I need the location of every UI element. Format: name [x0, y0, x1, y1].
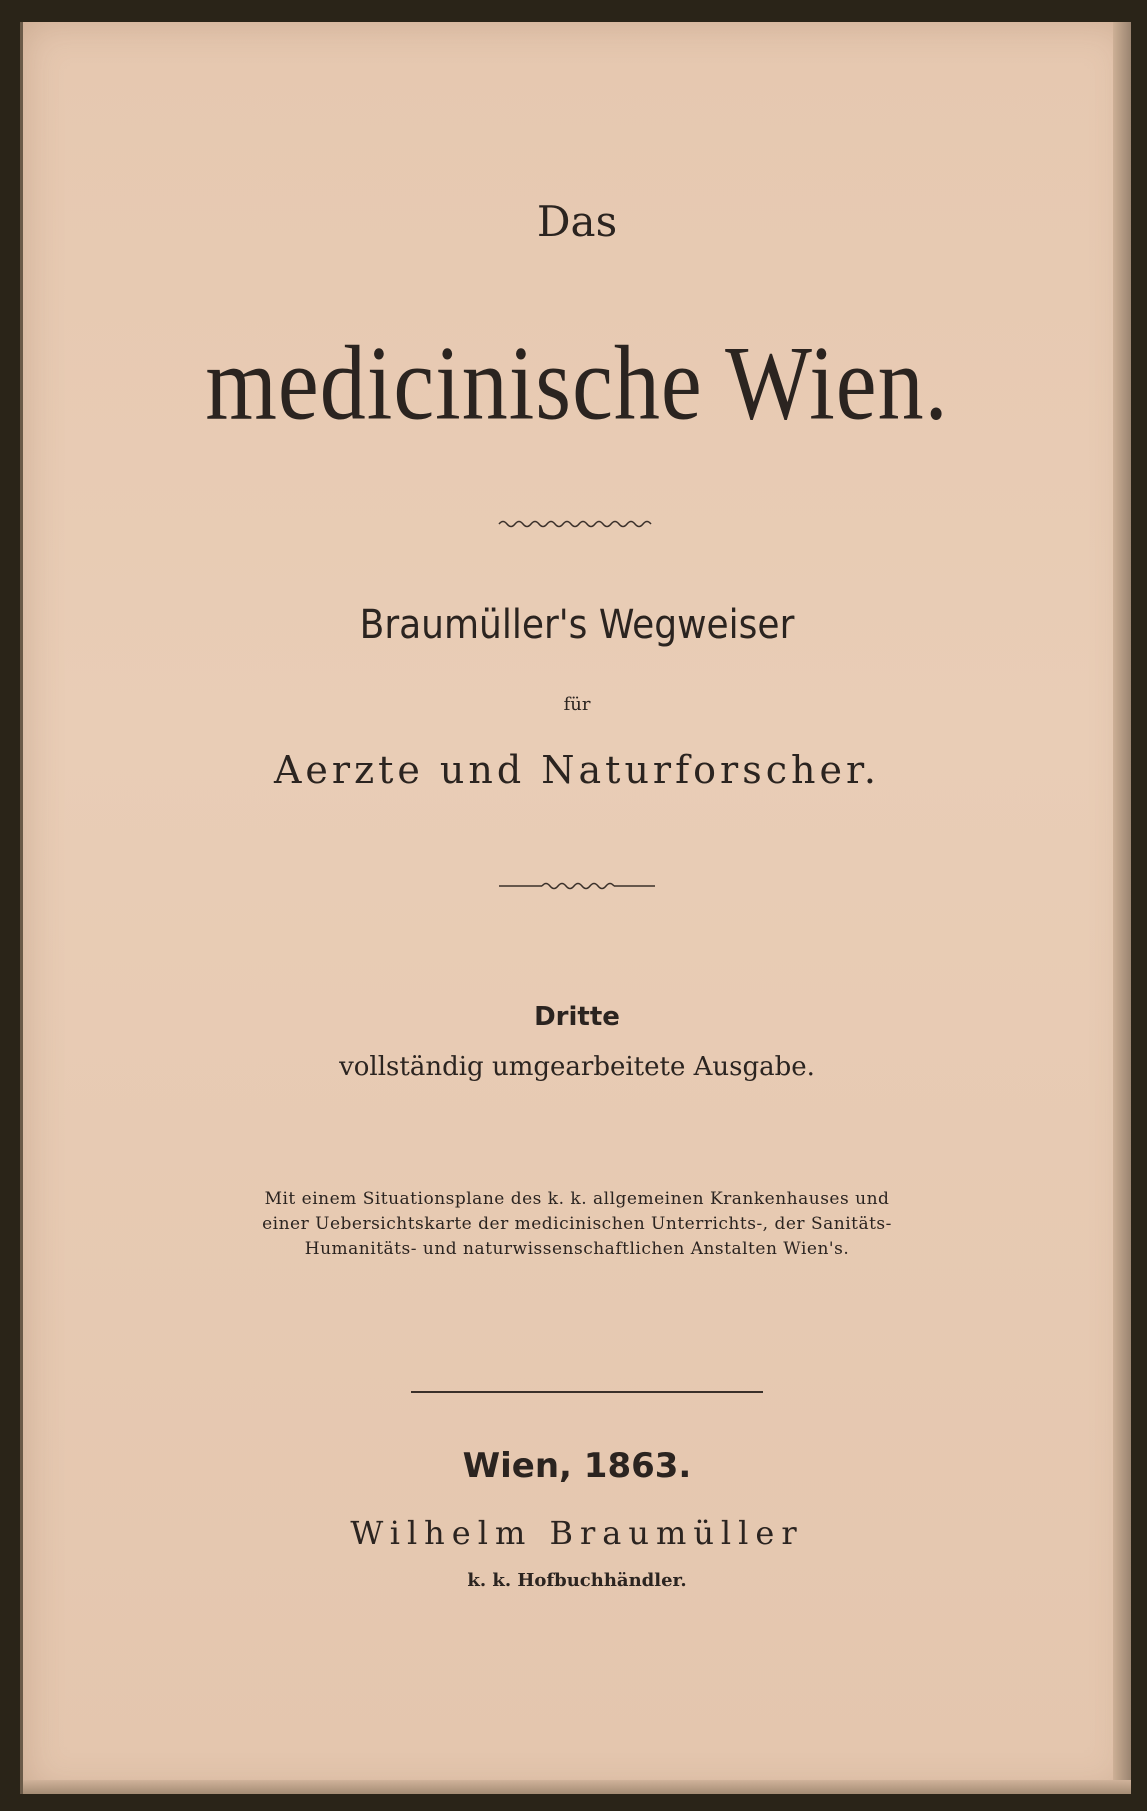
note-line-2: einer Uebersichtskarte der medicinischen Unterrichts-, der Sanitäts- — [262, 1214, 892, 1234]
edition-ordinal: Dritte — [534, 1002, 620, 1032]
audience-line: Aerzte und Naturforscher. — [273, 748, 881, 792]
note-line-3: Humanitäts- und naturwissenschaftlichen Anstalten Wien's. — [304, 1239, 850, 1259]
title-article: Das — [536, 197, 618, 246]
edition-description: vollständig umgearbeitete Ausgabe. — [339, 1052, 815, 1082]
place-year: Wien, 1863. — [462, 1446, 692, 1486]
subtitle: Braumüller's Wegweiser — [359, 602, 795, 648]
page-edge-bottom — [23, 1780, 1131, 1794]
for-word: für — [563, 694, 591, 715]
supplement-note — [23, 1187, 1131, 1262]
divider-rule — [411, 1391, 763, 1393]
ornament-wave-middle — [23, 878, 1131, 897]
main-title: medicinische Wien. — [205, 324, 949, 442]
note-line-1: Mit einem Situationsplane des k. k. allgemeinen Krankenhauses und — [264, 1189, 890, 1209]
ornament-wave-top — [23, 516, 1131, 535]
title-page — [20, 22, 1131, 1794]
publisher-title: k. k. Hofbuchhändler. — [467, 1570, 687, 1591]
publisher-name: Wilhelm Braumüller — [350, 1514, 804, 1552]
